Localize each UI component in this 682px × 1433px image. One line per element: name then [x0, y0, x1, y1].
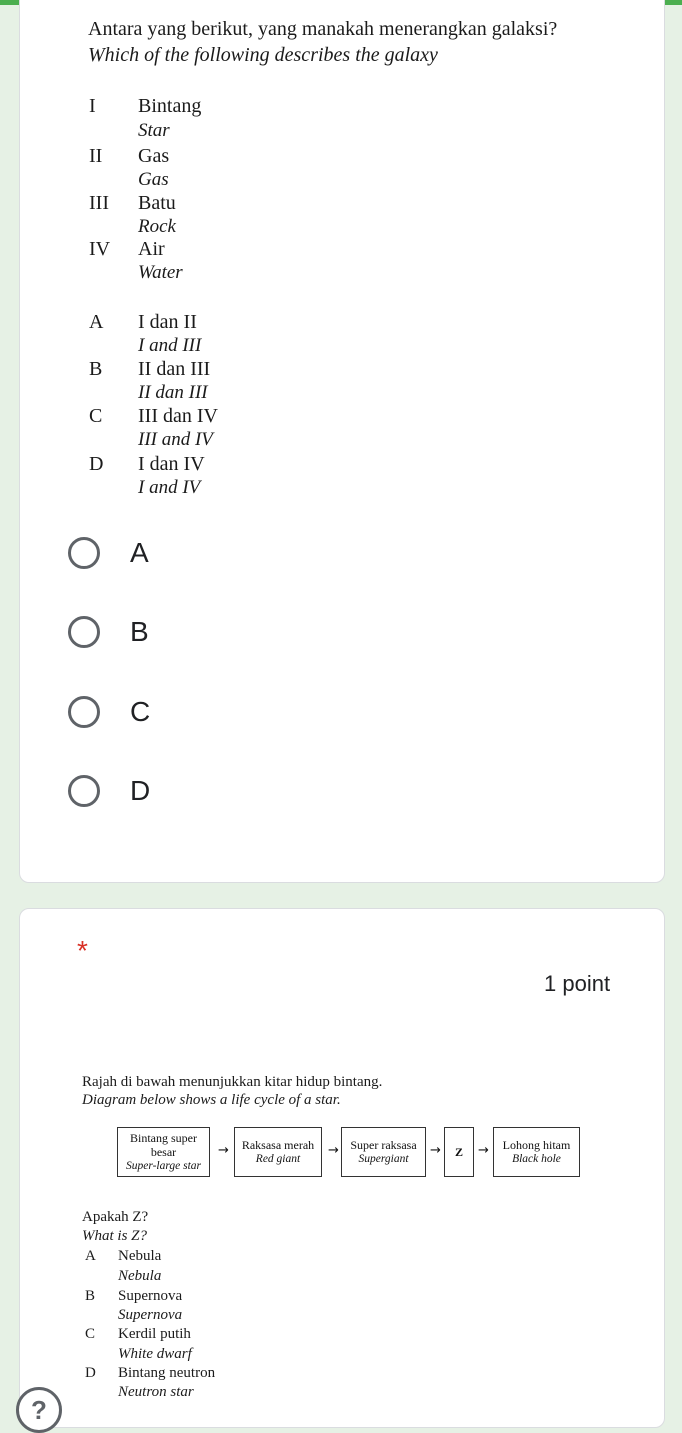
statement-ms: Air	[138, 238, 165, 260]
choice-en: I and IV	[138, 477, 201, 498]
radio-option-c[interactable]	[68, 696, 150, 728]
choice-letter: C	[85, 1326, 96, 1342]
choice-en: Supernova	[118, 1307, 183, 1323]
flow-box-black-hole	[493, 1127, 580, 1177]
choice-ms: II dan III	[138, 358, 211, 380]
radio-label-b: B	[130, 616, 149, 647]
flow-box-ms: Bintang super	[130, 1131, 197, 1145]
choice-ms: III dan IV	[138, 405, 218, 427]
statement-num: III	[89, 192, 109, 214]
choice-ms: I dan IV	[138, 453, 205, 475]
statement-en: Star	[138, 120, 170, 141]
choice-en: II dan III	[138, 382, 208, 403]
radio-label-a: A	[130, 537, 149, 568]
choice-en: I and III	[138, 335, 202, 356]
choice-en: Neutron star	[118, 1384, 194, 1400]
question-card-galaxy	[19, 0, 665, 883]
required-asterisk: *	[77, 935, 88, 966]
flow-box-ms-cont: besar	[150, 1145, 177, 1159]
flow-arrow: →	[218, 1143, 229, 1158]
choice-letter: B	[89, 358, 103, 380]
choice-ms: Supernova	[118, 1288, 183, 1304]
question-text-ms: Antara yang berikut, yang manakah menerangkan galaksi?	[88, 18, 558, 40]
radio-option-b[interactable]	[68, 616, 149, 648]
choice-letter: A	[89, 311, 104, 333]
flow-box-ms: Raksasa merah	[241, 1138, 315, 1152]
radio-button-c[interactable]	[68, 696, 100, 728]
radio-option-d[interactable]	[68, 775, 150, 807]
flow-box-super-large-star	[117, 1127, 210, 1177]
radio-option-a[interactable]	[68, 537, 149, 569]
choice-ms: I dan II	[138, 311, 197, 333]
flow-box-en: Super-large star	[125, 1160, 202, 1172]
choice-en: White dwarf	[118, 1346, 192, 1362]
choice-ms: Bintang neutron	[118, 1365, 216, 1381]
choice-letter: B	[85, 1288, 96, 1304]
statement-num: I	[89, 95, 96, 117]
radio-button-a[interactable]	[68, 537, 100, 569]
choice-letter: A	[85, 1248, 96, 1264]
flow-box-z-label: Z	[454, 1145, 463, 1159]
choice-en: III and IV	[138, 429, 213, 450]
statement-ms: Bintang	[138, 95, 202, 117]
statement-ms: Batu	[138, 192, 176, 214]
choice-letter: C	[89, 405, 103, 427]
flow-box-en: Black hole	[512, 1153, 561, 1165]
statement-ms: Gas	[138, 145, 170, 167]
choice-ms: Nebula	[118, 1248, 162, 1264]
flow-arrow: →	[328, 1143, 339, 1158]
flow-box-supergiant	[341, 1127, 426, 1177]
statement-en: Rock	[138, 216, 176, 237]
flow-box-z	[444, 1127, 474, 1177]
sub-question-ms: Apakah Z?	[82, 1209, 149, 1225]
statement-num: IV	[89, 238, 111, 260]
diagram-intro-ms: Rajah di bawah menunjukkan kitar hidup bintang.	[82, 1074, 383, 1090]
statement-en: Water	[138, 262, 183, 283]
statement-num: II	[89, 145, 103, 167]
choice-letter: D	[85, 1365, 96, 1381]
flow-arrow: →	[478, 1143, 489, 1158]
flow-box-ms: Lohong hitam	[502, 1138, 571, 1152]
flow-box-red-giant	[234, 1127, 322, 1177]
points-label: 1 point	[544, 971, 611, 996]
statement-en: Gas	[138, 169, 169, 190]
flow-arrow: →	[430, 1143, 441, 1158]
radio-label-d: D	[130, 775, 151, 806]
flow-box-en: Red giant	[255, 1153, 301, 1165]
flow-box-ms: Super raksasa	[350, 1138, 417, 1152]
diagram-intro-en: Diagram below shows a life cycle of a star.	[82, 1092, 341, 1108]
question-help-icon[interactable]: ?	[16, 1387, 62, 1433]
flow-box-en: Supergiant	[358, 1153, 409, 1165]
radio-button-d[interactable]	[68, 775, 100, 807]
choice-en: Nebula	[118, 1268, 162, 1284]
choice-letter: D	[89, 453, 104, 475]
radio-button-b[interactable]	[68, 616, 100, 648]
choice-ms: Kerdil putih	[118, 1326, 191, 1342]
sub-question-en: What is Z?	[82, 1228, 148, 1244]
question-text-en: Which of the following describes the galaxy	[88, 44, 438, 66]
radio-label-c: C	[130, 696, 151, 727]
